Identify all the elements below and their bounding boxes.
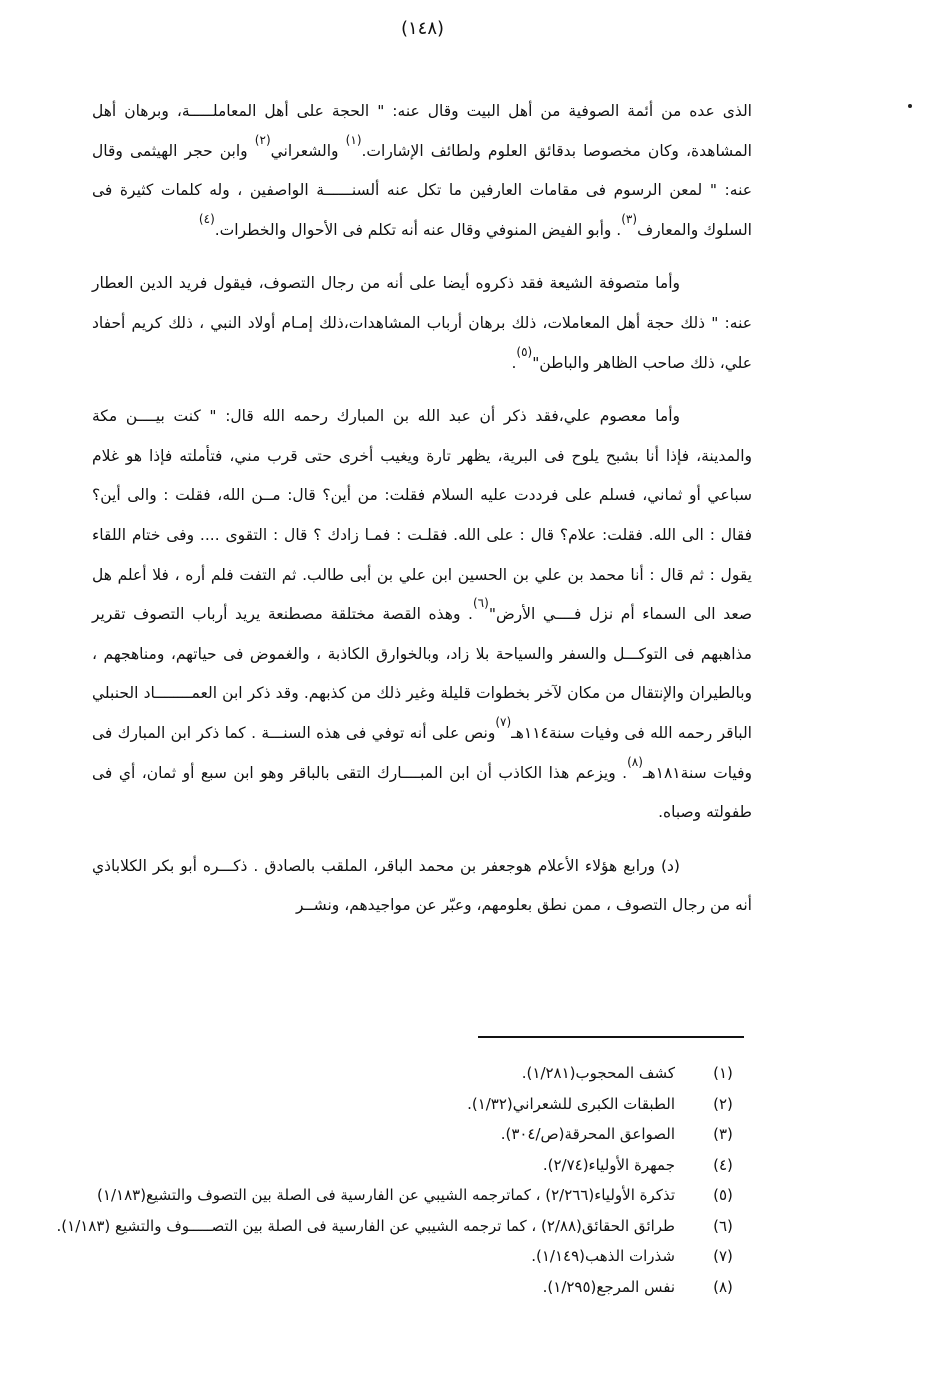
text-line: . وأبو الفيض المنوفي وقال عنه أنه تكلم [367,220,622,239]
footnote-item [20,1211,745,1242]
margin-dot [908,104,912,108]
footnote-number: (٥) [713,1186,733,1204]
footnote-ref: (٣) [621,211,638,226]
footnote-ref: (٦) [472,596,489,611]
text-line: الحنبلي الباقر رحمه الله فى وفيات سنة١١٤هـ [92,684,752,742]
footnote-ref: (٧) [495,714,512,729]
footnote-number: (٢) [713,1094,733,1113]
footnote-divider [478,1036,744,1038]
text-line: (د) ورابع هؤلاء الأعلام هوجعفر بن محمد الباقر، الملقب بالصادق . ذكـــره [202,856,680,875]
text-line: العطار عنه: " ذلك حجة أهل المعاملات، ذلك برهان أرباب المشاهدات،ذلك إمـام أولاد [92,274,752,332]
footnote-item [20,1272,745,1303]
text-line: زادك ؟ قال : التقوى .... وفى ختام اللقاء يقول : ثم قال : أنا محمد بن علي بن الحسين [92,525,752,584]
text-line: وأما معصوم علي،فقد ذكر أن عبد الله بن المبارك رحمه الله قال: " كنت بيــــن [125,407,680,426]
text-line: ابن علي بن أبى طالب. ثم التفت فلم أره ، فلا أعلم هل صعد الى السماء أم نزل فــــي [92,565,752,624]
footnote-item [20,1180,745,1211]
text-line: . [511,353,517,372]
main-text [92,92,752,926]
footnote-number: (٣) [713,1125,733,1143]
text-line: والسفر والسياحة بلا زاد، وبالخوارق الكاذبة ، والغموض فى حياتهم، ومناهجهم ، وبالطيران [92,644,752,703]
text-line: كما ذكر ابن المبارك فى وفيات سنة١٨١هـ [92,723,752,782]
text-line: فإذا هو غلام سباعي أو ثماني، فسلم على فرددت عليه السلام فقلت: من أين؟ قال: مــن [92,446,752,505]
footnote-number: (٤) [713,1155,733,1174]
footnote-item [20,1089,745,1120]
footnote-ref: (٥) [516,344,533,359]
text-line: . وهذه القصة مختلقة مصطنعة يريد أرباب التصوف تقرير مذاهبهم فى التوكـــل [92,605,752,663]
footnote-item [20,1150,745,1181]
footnote-number: (٦) [713,1216,733,1235]
footnote-item [20,1058,745,1089]
footnote-ref: (٤) [198,211,215,226]
text-line: الواصفين ، وله كلمات كثيرة فى السلوك والمعارف [92,181,752,239]
footnote-item [20,1241,745,1272]
text-line: وابن حجر الهيثمى وقال عنه: " لمعن الرسوم فى مقامات العارفين ما تكل عنه ألسنــــــة [92,141,752,200]
footnote-text: نفس المرجع(١/٢٩٥). [542,1277,675,1296]
footnote-number: (٧) [713,1247,733,1265]
footnote-text: شذرات الذهب(١/١٤٩). [531,1247,675,1265]
text-line: . ويزعم هذا الكاذب أن ابن المبــــارك [376,763,628,782]
footnotes-section [20,1058,745,1302]
footnote-text: طرائق الحقائق(٢/٨٨) ، كما ترجمه الشيبي عن الفارسية فى الصلة بين التصـــــوف والتشيع (١/١٨٣). [56,1216,675,1235]
paragraph-1 [92,92,752,250]
text-line: والشعراني [270,141,339,160]
text-line: النبي ، ذلك كريم أحفاد علي، ذلك صاحب الظاهر والباطن" [92,313,752,372]
footnote-ref: (٨) [627,754,643,769]
footnote-text: جمهرة الأولياء(٢/٧٤). [542,1155,675,1174]
text-line: الله، فقلت : والى أين؟ فقال : الى الله. فقلت: علام؟ قال : على الله. فقلـت : فمـا [92,486,752,544]
text-line: الأرض" [488,605,536,624]
text-line: ونص على أنه توفي فى هذه السنـــة . [251,723,496,742]
text-line: فى الأحوال والخطرات. [214,220,363,239]
footnote-text: الطبقات الكبرى للشعراني(١/٣٢). [467,1094,675,1113]
footnote-number: (٨) [713,1277,733,1296]
footnote-number: (١) [713,1064,733,1082]
footnote-text: الصواعق المحرقة(ص/٣٠٤). [500,1125,675,1143]
footnote-ref: (٢) [254,132,271,147]
text-line: مكة والمدينة، فإذا أنا بشبح يلوح فى البرية، يظهر تارة ويغيب أخرى حتى قرب مني، فتأملته [92,407,752,465]
paragraph-4 [92,847,752,926]
text-line: الذى عده من أئمة الصوفية من أهل البيت وقال عنه: " الحجة على أهل المعاملـــــة، [176,102,752,120]
text-line: وأما متصوفة الشيعة فقد ذكروه أيضا على أنه من رجال التصوف، فيقول فريد الدين [139,274,680,293]
text-line: والإنتقال من مكان لآخر بخطوات قليلة وغير ذلك من كذبهم. وقد ذكر ابن العمــــــــاد [143,684,684,703]
paragraph-2 [92,264,752,383]
page-number: (١٤٨) [400,18,445,39]
footnote-text: تذكرة الأولياء(٢/٢٦٦) ، كماترجمه الشيبي عن الفارسية فى الصلة بين التصوف والتشيع(١/١٨٣) [97,1186,675,1204]
text-line: التقى بالباقر وهو ابن سبع أو ثمان، أي فى طفولته وصباه. [92,763,752,822]
text-line: أبو بكر الكلاباذي أنه من رجال التصوف ، ممن نطق بعلومهم، وعبّر عن مواجيدهم، ونشــر [92,856,752,915]
text-line: وبرهان أهل المشاهدة، وكان مخصوصا بدقائق العلوم ولطائف الإشارات. [92,102,752,160]
footnote-text: كشف المحجوب(١/٢٨١). [521,1064,675,1082]
paragraph-3 [92,397,752,833]
footnote-ref: (١) [345,132,362,147]
footnote-item [20,1119,745,1150]
